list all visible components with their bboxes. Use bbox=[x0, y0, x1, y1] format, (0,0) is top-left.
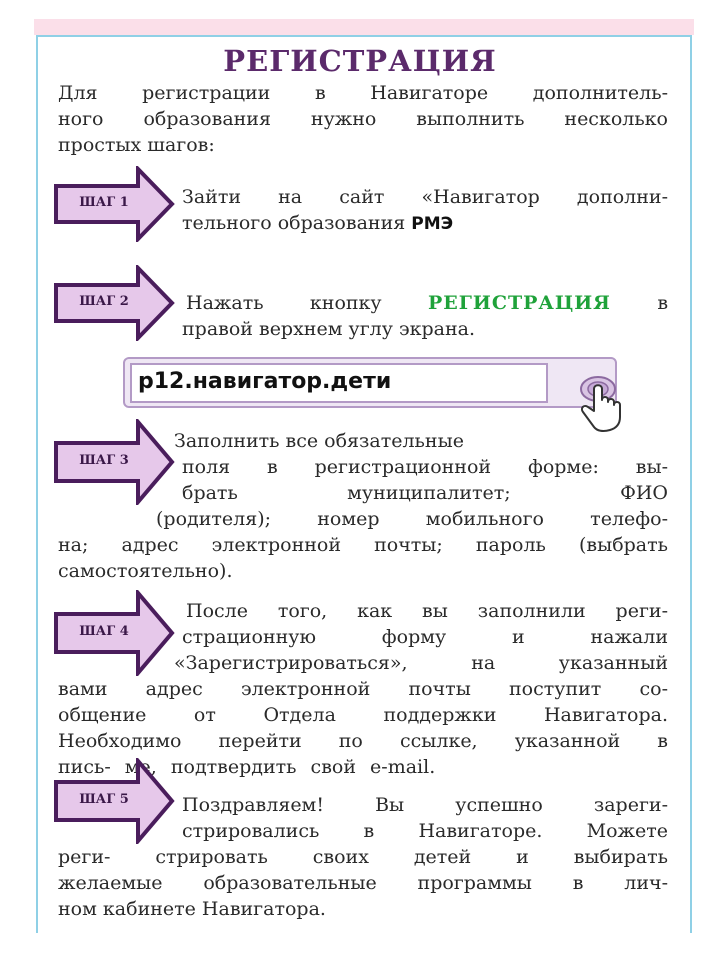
step-3-line-4: (родителя); номер мобильного телефо- bbox=[156, 508, 668, 530]
step-4-arrow bbox=[52, 590, 176, 676]
step-5-arrow bbox=[52, 758, 176, 844]
step-2-label: ШАГ 2 bbox=[79, 294, 129, 309]
step-3-line-5: на; адрес электронной почты; пароль (выбрать bbox=[58, 534, 668, 556]
step-4-line-7: пись- ме, подтвердить свой e-mail. bbox=[58, 756, 436, 778]
step-1-suffix: РМЭ bbox=[411, 214, 454, 234]
step-5-line-3: реги- стрировать своих детей и выбирать bbox=[58, 846, 668, 868]
step-1-line-2 bbox=[182, 210, 453, 237]
step-2-arrow bbox=[52, 265, 176, 341]
url-text: р12.навигатор.дети bbox=[138, 369, 392, 394]
step-2-highlight: РЕГИСТРАЦИЯ bbox=[428, 292, 611, 314]
step-3-line-6: самостоятельно). bbox=[58, 560, 233, 582]
step-2-line-1 bbox=[186, 290, 668, 316]
step-5-line-1: Поздравляем! Вы успешно зареги- bbox=[182, 794, 668, 816]
step-3-label: ШАГ 3 bbox=[79, 453, 129, 468]
step-3-arrow bbox=[52, 419, 176, 505]
intro-line-1: Для регистрации в Навигаторе дополнитель- bbox=[58, 82, 668, 104]
step-3-line-3: брать муниципалитет; ФИО bbox=[182, 482, 668, 504]
step-5-label: ШАГ 5 bbox=[79, 792, 129, 807]
step-1-line-2-text: тельного образования bbox=[182, 212, 406, 234]
page-title: РЕГИСТРАЦИЯ bbox=[223, 44, 497, 78]
step-4-line-3: «Зарегистрироваться», на указанный bbox=[174, 652, 668, 674]
step-4-line-1: После того, как вы заполнили реги- bbox=[186, 600, 668, 622]
step-3-line-2: поля в регистрационной форме: вы- bbox=[182, 456, 668, 478]
intro-line-3: простых шагов: bbox=[58, 134, 215, 156]
step-1-line-1: Зайти на сайт «Навигатор дополни- bbox=[182, 186, 668, 208]
step-1-label: ШАГ 1 bbox=[79, 195, 129, 210]
step-3-line-1: Заполнить все обязательные bbox=[174, 430, 464, 452]
top-band bbox=[34, 19, 694, 35]
pointing-hand-click-icon[interactable] bbox=[570, 367, 626, 437]
step-4-line-2: страционную форму и нажали bbox=[182, 626, 668, 648]
step-5-line-2: стрировались в Навигаторе. Можете bbox=[182, 820, 668, 842]
hand-svg bbox=[570, 367, 626, 433]
step-4-label: ШАГ 4 bbox=[79, 624, 129, 639]
step-4-line-5: общение от Отдела поддержки Навигатора. bbox=[58, 704, 668, 726]
intro-line-2: ного образования нужно выполнить несколько bbox=[58, 108, 668, 130]
step-2-pre: Нажать кнопку bbox=[186, 292, 382, 314]
step-2-line-2: правой верхнем углу экрана. bbox=[182, 318, 475, 340]
step-5-line-5: ном кабинете Навигатора. bbox=[58, 898, 326, 920]
step-5-line-4: желаемые образовательные программы в лич- bbox=[58, 872, 668, 894]
step-2-post: в bbox=[657, 292, 669, 314]
step-4-line-4: вами адрес электронной почты поступит со- bbox=[58, 678, 668, 700]
step-1-arrow bbox=[52, 166, 176, 242]
step-4-line-6: Необходимо перейти по ссылке, указанной в bbox=[58, 730, 668, 752]
